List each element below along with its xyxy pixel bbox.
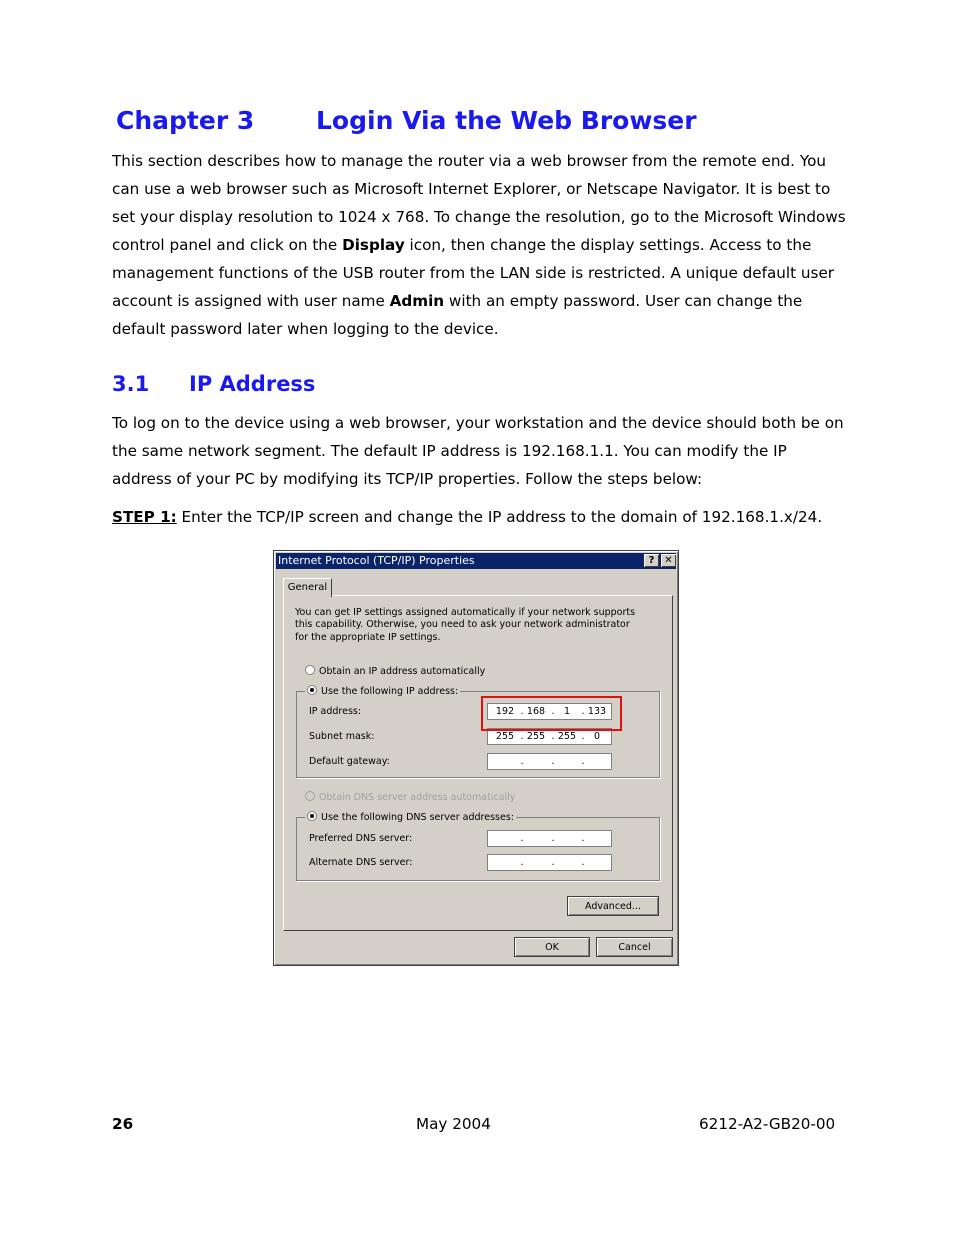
- admin-bold: Admin: [389, 292, 445, 310]
- pdns-dot: .: [581, 833, 585, 844]
- radio-auto-dns: [305, 791, 515, 803]
- step-label: STEP 1:: [112, 508, 177, 526]
- ip-dot: .: [551, 706, 555, 717]
- mask-octet-2: 255: [526, 731, 546, 742]
- page-number: 26: [112, 1115, 134, 1133]
- adns-dot: .: [551, 857, 555, 868]
- tcpip-dialog: [273, 550, 679, 966]
- radio-auto-ip[interactable]: [305, 665, 485, 677]
- mask-octet-3: 255: [557, 731, 577, 742]
- intro-text-3: with an empty password. User can change the default password later when logging to the device.: [112, 292, 803, 338]
- pref-dns-label: Preferred DNS server:: [309, 833, 413, 844]
- radio-manual-ip-label: Use the following IP address:: [321, 686, 459, 697]
- subnet-mask-label: Subnet mask:: [309, 731, 375, 742]
- dns-group: [296, 812, 660, 881]
- radio-manual-ip-icon[interactable]: [307, 685, 317, 695]
- display-bold: Display: [342, 236, 405, 254]
- mask-dot: .: [520, 731, 524, 742]
- section-number: 3.1: [112, 372, 150, 396]
- chapter-title: Login Via the Web Browser: [316, 106, 697, 135]
- ip-octet-1: 192: [495, 706, 515, 717]
- advanced-button[interactable]: Advanced...: [567, 896, 659, 916]
- dialog-titlebar: [276, 553, 676, 569]
- adns-dot: .: [581, 857, 585, 868]
- close-icon[interactable]: ✕: [661, 554, 676, 567]
- ip-octet-2: 168: [526, 706, 546, 717]
- pdns-dot: .: [520, 833, 524, 844]
- ip-highlight-box: [481, 696, 622, 731]
- radio-manual-dns-icon[interactable]: [307, 811, 317, 821]
- step-1: [112, 508, 822, 526]
- dialog-description: You can get IP settings assigned automatically if your network supports this capability. Otherwise, you need to ask your network administrator for the appropriate IP settings.: [295, 607, 636, 643]
- radio-auto-dns-icon: [305, 791, 315, 801]
- gw-dot: .: [520, 756, 524, 767]
- intro-paragraph: [112, 147, 847, 343]
- mask-octet-1: 255: [495, 731, 515, 742]
- ip-dot: .: [581, 706, 585, 717]
- intro-text-1: This section describes how to manage the router via a web browser from the remote end. You can use a web browser such as Microsoft Internet Explorer, or Netscape Navigator. It is best to set your display resolution to 1024 x 768. To change the resolution, go to the Microsoft Windows control panel and click on the: [112, 152, 846, 254]
- pref-dns-input[interactable]: [487, 830, 612, 847]
- alt-dns-label: Alternate DNS server:: [309, 857, 413, 868]
- section-paragraph: To log on to the device using a web browser, your workstation and the device should both be on the same network segment. The default IP address is 192.168.1.1. You can modify the IP address of your PC by modifying its TCP/IP properties. Follow the steps below:: [112, 414, 844, 488]
- radio-auto-dns-label: Obtain DNS server address automatically: [319, 792, 516, 803]
- radio-auto-ip-icon[interactable]: [305, 665, 315, 675]
- radio-manual-ip[interactable]: [305, 685, 460, 697]
- alt-dns-input[interactable]: [487, 854, 612, 871]
- ok-button[interactable]: OK: [514, 937, 590, 957]
- mask-dot: .: [551, 731, 555, 742]
- ip-dot: .: [520, 706, 524, 717]
- footer-date: May 2004: [416, 1115, 491, 1133]
- adns-dot: .: [520, 857, 524, 868]
- gw-dot: .: [581, 756, 585, 767]
- radio-manual-dns[interactable]: [305, 811, 516, 823]
- section-title: IP Address: [189, 372, 316, 396]
- intro-text-2: icon, then change the display settings. Access to the management functions of the USB router from the LAN side is restricted. A unique default user account is assigned with user name: [112, 236, 835, 310]
- ip-octet-4: 133: [587, 706, 607, 717]
- footer-doc-id: 6212-A2-GB20-00: [699, 1115, 836, 1133]
- mask-dot: .: [581, 731, 585, 742]
- help-icon[interactable]: ?: [644, 554, 659, 567]
- gw-dot: .: [551, 756, 555, 767]
- tab-general[interactable]: General: [283, 578, 332, 597]
- gateway-input[interactable]: [487, 753, 612, 770]
- radio-manual-dns-label: Use the following DNS server addresses:: [321, 812, 514, 823]
- ip-address-label: IP address:: [309, 706, 362, 717]
- step-text: Enter the TCP/IP screen and change the IP address to the domain of 192.168.1.x/24.: [176, 508, 823, 526]
- radio-auto-ip-label: Obtain an IP address automatically: [319, 666, 486, 677]
- mask-octet-4: 0: [593, 731, 601, 742]
- cancel-button[interactable]: Cancel: [596, 937, 673, 957]
- pdns-dot: .: [551, 833, 555, 844]
- gateway-label: Default gateway:: [309, 756, 390, 767]
- chapter-number: Chapter 3: [116, 106, 255, 135]
- ip-octet-3: 1: [563, 706, 571, 717]
- dialog-title: Internet Protocol (TCP/IP) Properties: [278, 554, 475, 567]
